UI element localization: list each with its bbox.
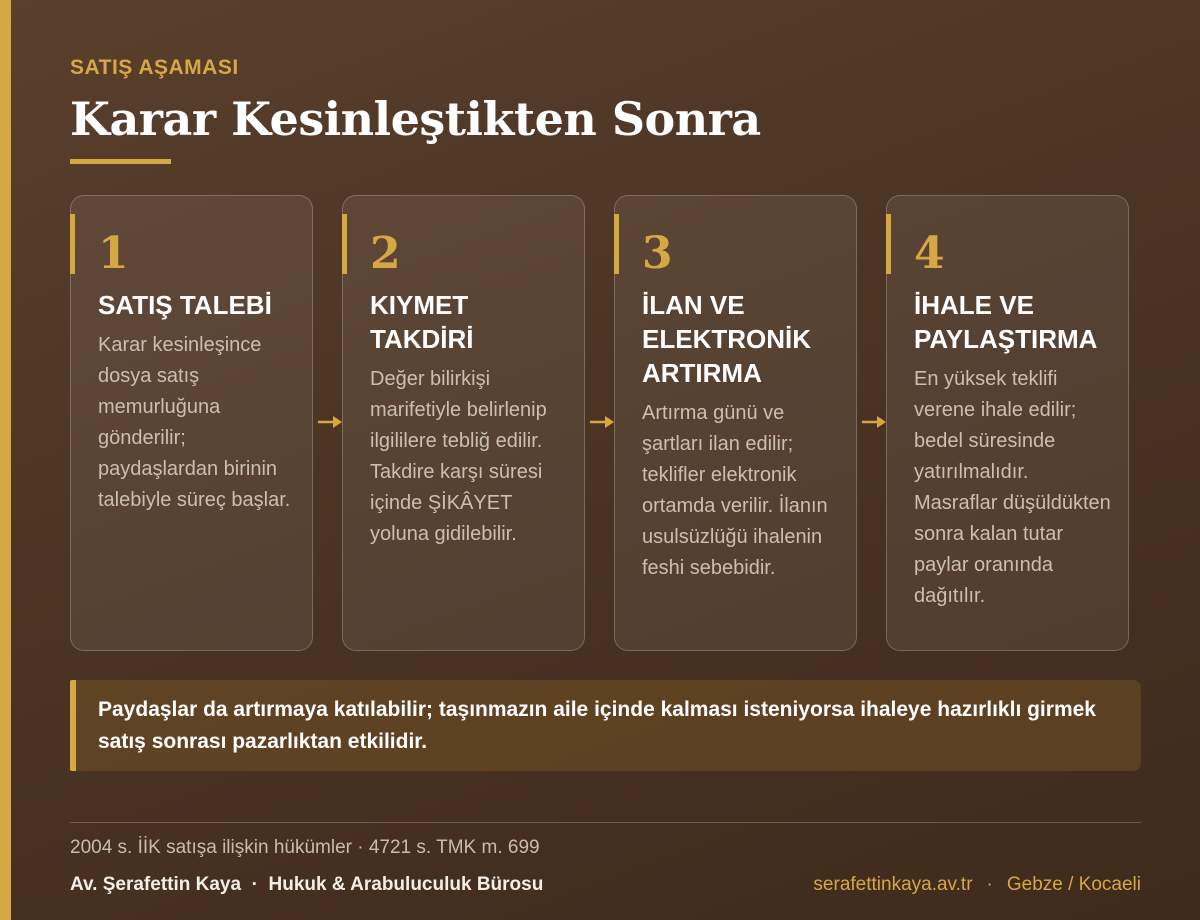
step-title: İLAN VE ELEKTRONİK ARTIRMA (642, 290, 811, 388)
page-title: Karar Kesinleştikten Sonra (70, 92, 761, 146)
footer-contact (813, 874, 1141, 896)
step-card-3 (614, 195, 857, 651)
callout-text: Paydaşlar da artırmaya katılabilir; taşınmazın aile içinde kalması isteniyorsa ihaleye hazırlıklı girmek satış sonrası pazarlıktan etkilidir. (98, 698, 1096, 753)
step-description: Değer bilirkişi marifetiyle belirlenip ilgililere tebliğ edilir. Takdire karşı süresi içinde ŞİKÂYET yoluna gidilebilir. (370, 368, 547, 545)
step-description: Artırma günü ve şartları ilan edilir; teklifler elektronik ortamda verilir. İlanın usulsüzlüğü ihalenin feshi sebebidir. (642, 402, 828, 579)
arrow-right-icon (589, 414, 615, 430)
left-accent-bar (0, 0, 11, 920)
step-number: 2 (370, 228, 401, 279)
title-underline (70, 159, 171, 164)
step-title: KIYMET TAKDİRİ (370, 290, 474, 354)
card-accent (886, 214, 891, 274)
location-text: Gebze / Kocaeli (1006, 874, 1141, 895)
footer-separator: · (986, 874, 993, 895)
footer-divider (70, 822, 1141, 823)
step-card-4 (886, 195, 1129, 651)
step-number: 4 (914, 228, 945, 279)
step-description: En yüksek teklifi verene ihale edilir; bedel süresinde yatırılmalıdır. Masraflar düşüldükten sonra kalan tutar paylar oranında dağıtılır. (914, 368, 1111, 607)
card-accent (342, 214, 347, 274)
website-link[interactable]: serafettinkaya.av.tr (813, 874, 973, 895)
firm-name: Av. Şerafettin Kaya · Hukuk & Arabuluculuk Bürosu (70, 874, 544, 895)
step-card-2 (342, 195, 585, 651)
callout-accent (70, 680, 76, 771)
step-number: 3 (642, 228, 673, 279)
step-description: Karar kesinleşince dosya satış memurluğuna gönderilir; paydaşlardan birinin talebiyle süreç başlar. (98, 334, 291, 511)
section-eyebrow: SATIŞ AŞAMASI (70, 56, 239, 79)
arrow-right-icon (861, 414, 887, 430)
step-title: İHALE VE PAYLAŞTIRMA (914, 290, 1098, 354)
legal-reference: 2004 s. İİK satışa ilişkin hükümler · 4721 s. TMK m. 699 (70, 837, 540, 858)
tip-callout (70, 680, 1141, 771)
step-card-1 (70, 195, 313, 651)
step-number: 1 (98, 228, 129, 279)
step-title: SATIŞ TALEBİ (98, 290, 272, 320)
arrow-right-icon (317, 414, 343, 430)
card-accent (614, 214, 619, 274)
card-accent (70, 214, 75, 274)
